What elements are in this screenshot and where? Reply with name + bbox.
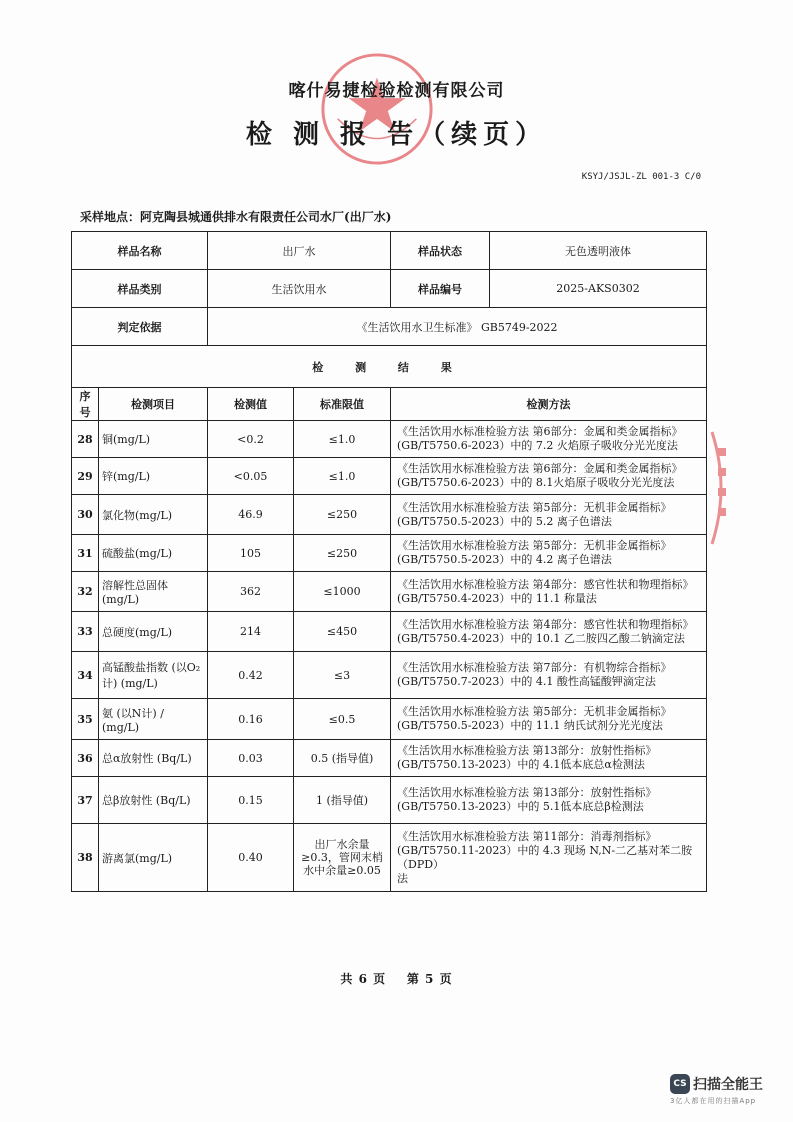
report-title: 检 测 报 告（续页） — [245, 120, 548, 150]
row-limit: ≤250 — [294, 495, 391, 535]
scanner-tagline: 3亿人都在用的扫描App — [670, 1096, 757, 1105]
report-table — [71, 231, 707, 892]
row-item: 总β放射性 (Bq/L) — [99, 777, 208, 824]
result-row — [72, 612, 707, 652]
document-number: KSYJ/JSJL-ZL 001-3 C/0 — [581, 172, 701, 182]
method-line: 《生活饮用水标准检验方法 第6部分：金属和类金属指标》 — [397, 462, 683, 475]
row-value: 105 — [208, 535, 294, 572]
method-line: 《生活饮用水标准检验方法 第6部分：金属和类金属指标》 — [397, 425, 683, 438]
sample-state-label: 样品状态 — [391, 232, 490, 270]
row-method — [391, 572, 707, 612]
side-seal-fragment — [708, 428, 734, 548]
sample-id-label: 样品编号 — [391, 270, 490, 308]
header-limit: 标准限值 — [294, 388, 391, 421]
row-value: 0.16 — [208, 699, 294, 740]
row-method — [391, 535, 707, 572]
row-item: 氯化物(mg/L) — [99, 495, 208, 535]
method-line: (GB/T5750.6-2023）中的 7.2 火焰原子吸收分光光度法 — [397, 439, 678, 452]
sample-name-label: 样品名称 — [72, 232, 208, 270]
sample-category-row — [72, 270, 707, 308]
scanner-logo-icon: CS — [670, 1074, 690, 1094]
row-value: 0.03 — [208, 740, 294, 777]
row-limit: ≤3 — [294, 652, 391, 699]
basis-value: 《生活饮用水卫生标准》 GB5749-2022 — [208, 308, 707, 346]
sample-name-row — [72, 232, 707, 270]
sampling-location-value: 阿克陶县城通供排水有限责任公司水厂(出厂水) — [140, 210, 392, 224]
sample-name-value: 出厂水 — [208, 232, 391, 270]
result-row — [72, 740, 707, 777]
method-line: (GB/T5750.4-2023）中的 11.1 称量法 — [397, 591, 597, 605]
method-line: 《生活饮用水标准检验方法 第4部分：感官性状和物理指标》 — [397, 577, 694, 591]
row-method — [391, 740, 707, 777]
sampling-location-label: 采样地点： — [80, 210, 141, 224]
row-value: 214 — [208, 612, 294, 652]
method-line: (GB/T5750.5-2023）中的 5.2 离子色谱法 — [397, 514, 612, 528]
sample-category-label: 样品类别 — [72, 270, 208, 308]
row-number: 32 — [72, 572, 99, 612]
basis-label: 判定依据 — [72, 308, 208, 346]
page-footer — [0, 970, 793, 987]
method-line: (GB/T5750.11-2023）中的 4.3 现场 N,N-二乙基对苯二胺（DPD） — [397, 843, 693, 871]
header-no: 序号 — [72, 388, 99, 421]
result-row — [72, 495, 707, 535]
method-line: 《生活饮用水标准检验方法 第13部分：放射性指标》 — [397, 786, 657, 799]
results-title: 检 测 结 果 — [72, 346, 707, 388]
row-item: 锌(mg/L) — [99, 458, 208, 495]
row-method — [391, 652, 707, 699]
row-method — [391, 495, 707, 535]
method-line: 《生活饮用水标准检验方法 第11部分：消毒剂指标》 — [397, 829, 657, 843]
result-row — [72, 572, 707, 612]
row-method — [391, 699, 707, 740]
row-value: <0.05 — [208, 458, 294, 495]
page-current: 第 5 页 — [406, 972, 453, 986]
sampling-location — [80, 208, 391, 225]
row-value: 46.9 — [208, 495, 294, 535]
method-line: (GB/T5750.13-2023）中的 4.1低本底总α检测法 — [397, 758, 645, 771]
result-row — [72, 699, 707, 740]
header-item: 检测项目 — [99, 388, 208, 421]
method-line: (GB/T5750.5-2023）中的 4.2 离子色谱法 — [397, 553, 612, 566]
row-number: 30 — [72, 495, 99, 535]
sample-category-value: 生活饮用水 — [208, 270, 391, 308]
method-line: (GB/T5750.7-2023）中的 4.1 酸性高锰酸钾滴定法 — [397, 675, 656, 688]
page-total: 共 6 页 — [340, 972, 387, 986]
row-item: 游离氯(mg/L) — [99, 824, 208, 892]
row-method — [391, 777, 707, 824]
row-limit: 1 (指导值) — [294, 777, 391, 824]
row-item: 铜(mg/L) — [99, 421, 208, 458]
row-item: 氨 (以N计) / (mg/L) — [99, 699, 208, 740]
method-line: 《生活饮用水标准检验方法 第5部分：无机非金属指标》 — [397, 705, 672, 718]
company-name: 喀什易捷检验检测有限公司 — [288, 81, 505, 101]
row-item: 总硬度(mg/L) — [99, 612, 208, 652]
row-limit: 出厂水余量≥0.3，管网末梢水中余量≥0.05 — [294, 824, 391, 892]
method-line: 法 — [397, 871, 408, 885]
row-limit: 0.5 (指导值) — [294, 740, 391, 777]
row-limit: ≤450 — [294, 612, 391, 652]
result-row — [72, 535, 707, 572]
row-item: 高锰酸盐指数 (以O₂计) (mg/L) — [99, 652, 208, 699]
result-row — [72, 458, 707, 495]
method-line: (GB/T5750.5-2023）中的 11.1 纳氏试剂分光光度法 — [397, 719, 663, 732]
sample-id-value: 2025-AKS0302 — [490, 270, 707, 308]
row-value: 0.40 — [208, 824, 294, 892]
method-line: 《生活饮用水标准检验方法 第5部分：无机非金属指标》 — [397, 500, 672, 514]
row-number: 33 — [72, 612, 99, 652]
row-number: 37 — [72, 777, 99, 824]
result-row — [72, 421, 707, 458]
row-limit: ≤250 — [294, 535, 391, 572]
row-number: 29 — [72, 458, 99, 495]
results-header-row — [72, 388, 707, 421]
result-row — [72, 824, 707, 892]
row-method — [391, 824, 707, 892]
row-number: 36 — [72, 740, 99, 777]
method-line: 《生活饮用水标准检验方法 第7部分：有机物综合指标》 — [397, 661, 672, 674]
method-line: 《生活饮用水标准检验方法 第4部分：感官性状和物理指标》 — [397, 617, 694, 631]
row-value: 0.42 — [208, 652, 294, 699]
row-number: 31 — [72, 535, 99, 572]
row-value: 0.15 — [208, 777, 294, 824]
row-number: 28 — [72, 421, 99, 458]
sample-state-value: 无色透明液体 — [490, 232, 707, 270]
results-body — [72, 421, 707, 892]
header-method: 检测方法 — [391, 388, 707, 421]
scanner-app-name: 扫描全能王 — [693, 1076, 763, 1093]
row-limit: ≤1.0 — [294, 458, 391, 495]
row-method — [391, 612, 707, 652]
row-value: 362 — [208, 572, 294, 612]
result-row — [72, 652, 707, 699]
row-item: 总α放射性 (Bq/L) — [99, 740, 208, 777]
method-line: (GB/T5750.4-2023）中的 10.1 乙二胺四乙酸二钠滴定法 — [397, 631, 685, 645]
method-line: (GB/T5750.6-2023）中的 8.1火焰原子吸收分光光度法 — [397, 476, 675, 489]
row-limit: ≤1.0 — [294, 421, 391, 458]
row-item: 硫酸盐(mg/L) — [99, 535, 208, 572]
row-value: <0.2 — [208, 421, 294, 458]
method-line: (GB/T5750.13-2023）中的 5.1低本底总β检测法 — [397, 800, 644, 813]
row-number: 38 — [72, 824, 99, 892]
basis-row — [72, 308, 707, 346]
header-value: 检测值 — [208, 388, 294, 421]
method-line: 《生活饮用水标准检验方法 第13部分：放射性指标》 — [397, 744, 657, 757]
row-method — [391, 458, 707, 495]
row-limit: ≤1000 — [294, 572, 391, 612]
scanner-watermark — [670, 1073, 763, 1106]
row-method — [391, 421, 707, 458]
row-limit: ≤0.5 — [294, 699, 391, 740]
method-line: 《生活饮用水标准检验方法 第5部分：无机非金属指标》 — [397, 539, 672, 552]
row-number: 34 — [72, 652, 99, 699]
row-item: 溶解性总固体 (mg/L) — [99, 572, 208, 612]
results-title-row — [72, 346, 707, 388]
row-number: 35 — [72, 699, 99, 740]
result-row — [72, 777, 707, 824]
